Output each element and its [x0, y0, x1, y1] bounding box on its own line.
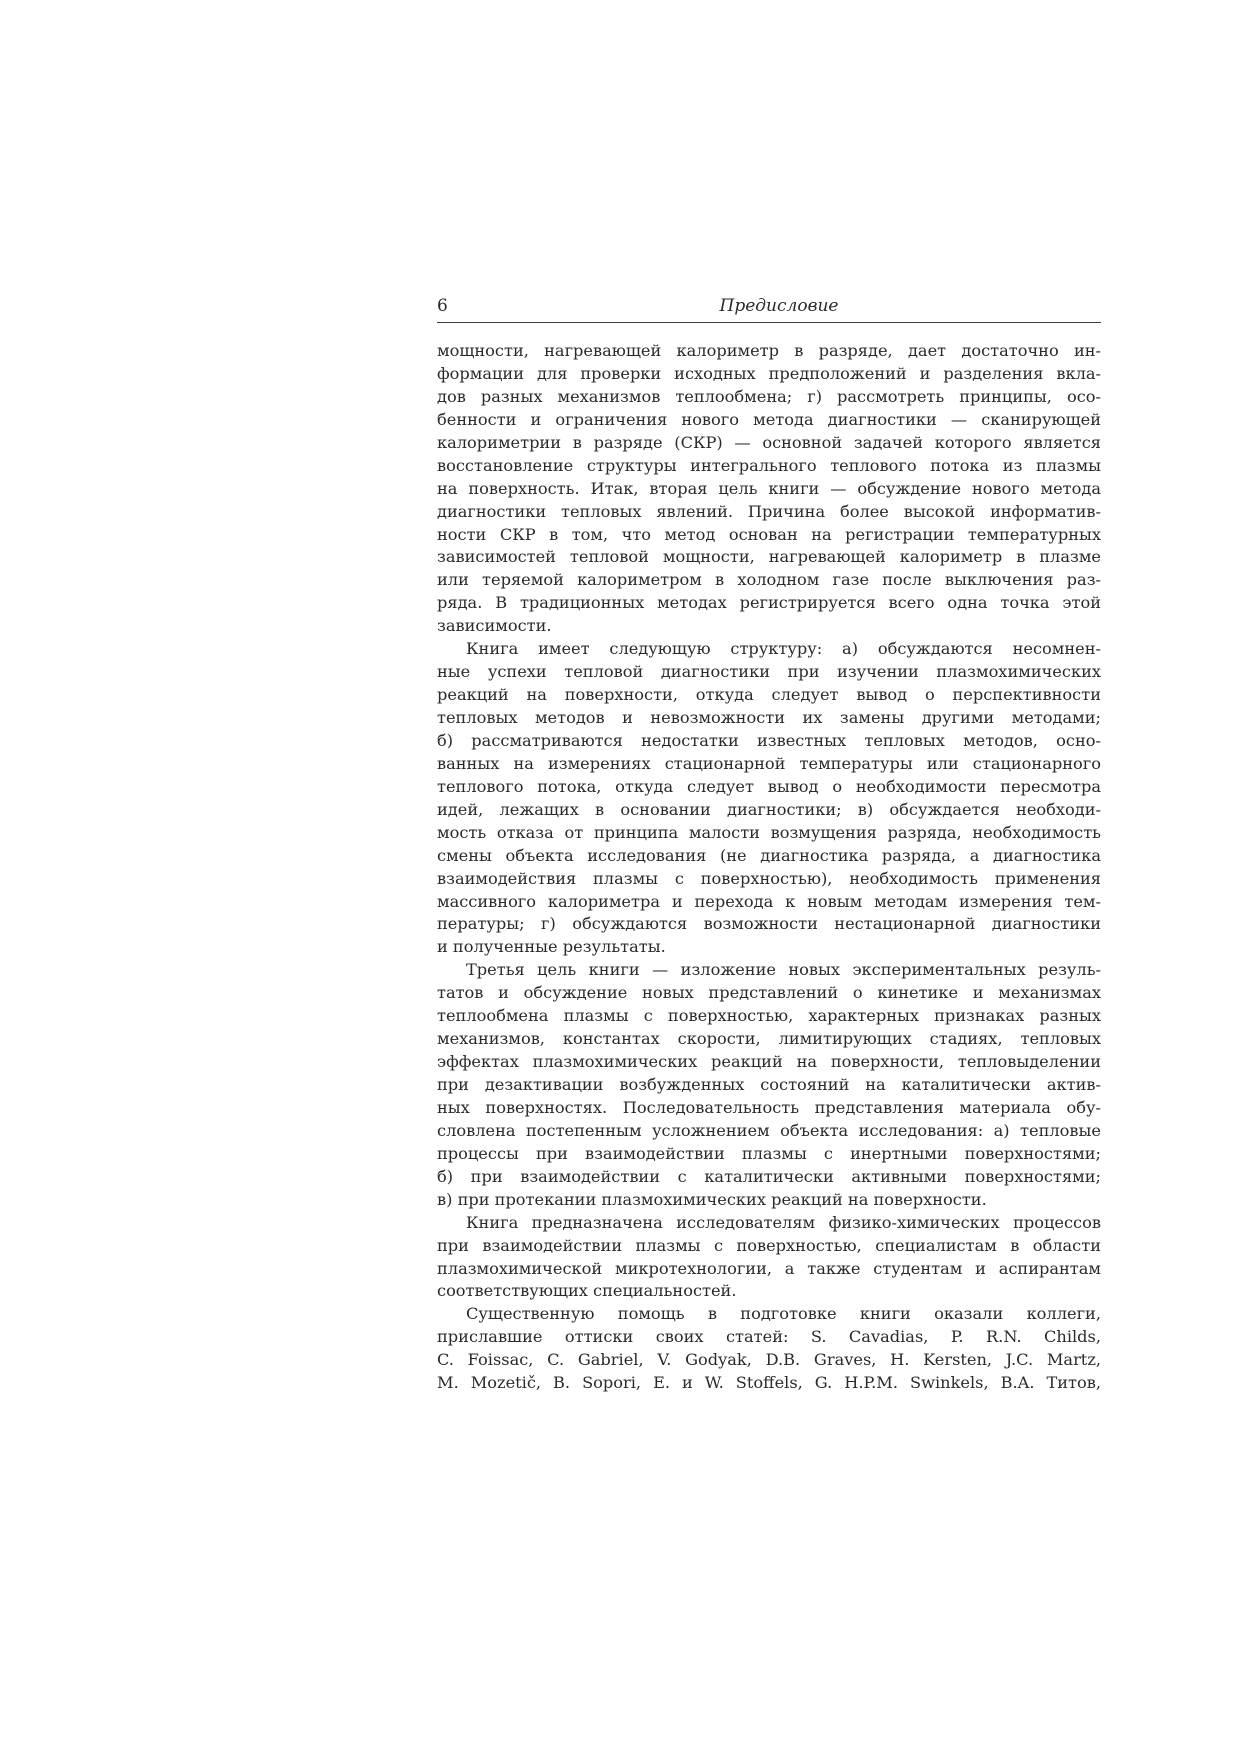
text-line: калориметрии в разряде (СКР) — основной задачей которого является — [437, 432, 1101, 452]
paragraph — [437, 1212, 1101, 1304]
paragraph — [437, 340, 1101, 638]
text-line: массивного калориметра и перехода к новым методам измерения тем- — [437, 891, 1101, 911]
paragraph — [437, 1303, 1101, 1395]
text-line: Третья цель книги — изложение новых экспериментальных резуль- — [466, 960, 1101, 980]
text-line: б) рассматриваются недостатки известных тепловых методов, осно- — [437, 730, 1101, 750]
text-line: теплового потока, откуда следует вывод о необходимости пересмотра — [437, 776, 1101, 796]
text-line: бенности и ограничения нового метода диагностики — сканирующей — [437, 409, 1101, 429]
text-line: диагностики тепловых явлений. Причина более высокой информатив- — [437, 501, 1101, 521]
page-number: 6 — [437, 296, 448, 316]
text-line: восстановление структуры интегрального теплового потока из плазмы — [437, 455, 1101, 475]
text-line: механизмов, константах скорости, лимитирующих стадиях, тепловых — [437, 1029, 1101, 1049]
text-line: плазмохимической микротехнологии, а также студентам и аспирантам — [437, 1258, 1101, 1278]
text-line: б) при взаимодействии с каталитически активными поверхностями; — [437, 1166, 1101, 1186]
body-text — [437, 340, 1101, 1395]
text-line: эффектах плазмохимических реакций на поверхности, тепловыделении — [437, 1052, 1101, 1072]
text-line: и полученные результаты. — [437, 937, 666, 957]
text-line: теплообмена плазмы с поверхностью, характерных признаках разных — [437, 1006, 1101, 1026]
text-line: смены объекта исследования (не диагностика разряда, а диагностика — [437, 845, 1101, 865]
text-line: мость отказа от принципа малости возмущения разряда, необходимость — [437, 822, 1101, 842]
text-line: словлена постепенным усложнением объекта исследования: а) тепловые — [437, 1120, 1101, 1140]
text-line: мощности, нагревающей калориметр в разряде, дает достаточно ин- — [437, 341, 1101, 360]
text-line: C. Foissac, C. Gabriel, V. Godyak, D.B. Graves, H. Kersten, J.C. Martz, — [437, 1350, 1101, 1370]
text-line: татов и обсуждение новых представлений о кинетике и механизмах — [437, 983, 1101, 1003]
text-line: реакций на поверхности, откуда следует вывод о перспективности — [437, 685, 1101, 705]
text-line: процессы при взаимодействии плазмы с инертными поверхностями; — [437, 1143, 1101, 1163]
text-line: ности СКР в том, что метод основан на регистрации температурных — [437, 524, 1101, 544]
text-line: пературы; г) обсуждаются возможности нестационарной диагностики — [437, 914, 1101, 934]
text-line: зависимостей тепловой мощности, нагревающей калориметр в плазме — [437, 547, 1101, 567]
text-line: при дезактивации возбужденных состояний на каталитически актив- — [437, 1075, 1101, 1094]
text-line: приславшие оттиски своих статей: S. Cavadias, P. R.N. Childs, — [437, 1327, 1101, 1347]
text-line: ванных на измерениях стационарной температуры или стационарного — [437, 753, 1101, 773]
text-line: дов разных механизмов теплообмена; г) рассмотреть принципы, осо- — [437, 386, 1101, 406]
text-line: взаимодействия плазмы с поверхностью), необходимость применения — [437, 868, 1101, 888]
text-line: Книга предназначена исследователям физико-химических процессов — [466, 1212, 1101, 1232]
text-line: идей, лежащих в основании диагностики; в) обсуждается необходи- — [437, 799, 1101, 819]
text-line: соответствующих специальностей. — [437, 1281, 737, 1301]
text-line: тепловых методов и невозможности их замены другими методами; — [437, 708, 1101, 727]
text-line: формации для проверки исходных предположений и разделения вкла- — [437, 363, 1101, 383]
text-line: или теряемой калориметром в холодном газе после выключения раз- — [437, 570, 1101, 590]
text-line: зависимости. — [437, 616, 552, 636]
text-line: в) при протекании плазмохимических реакций на поверхности. — [437, 1189, 987, 1209]
running-title: Предисловие — [719, 296, 839, 316]
paragraph — [437, 638, 1101, 959]
page-header — [437, 296, 1101, 323]
text-line: при взаимодействии плазмы с поверхностью, специалистам в области — [437, 1235, 1101, 1255]
text-line: на поверхность. Итак, вторая цель книги — обсуждение нового метода — [437, 478, 1101, 498]
text-line: Книга имеет следующую структуру: а) обсуждаются несомнен- — [466, 639, 1101, 659]
text-line: M. Mozetič, B. Sopori, E. и W. Stoffels, G. H.P.M. Swinkels, B.A. Титов, — [437, 1373, 1101, 1393]
text-line: ных поверхностях. Последовательность представления материала обу- — [437, 1097, 1101, 1117]
text-line: ные успехи тепловой диагностики при изучении плазмохимических — [437, 662, 1101, 682]
text-line: Существенную помощь в подготовке книги оказали коллеги, — [466, 1304, 1101, 1324]
text-line: ряда. В традиционных методах регистрируется всего одна точка этой — [437, 593, 1101, 613]
paragraph — [437, 959, 1101, 1211]
